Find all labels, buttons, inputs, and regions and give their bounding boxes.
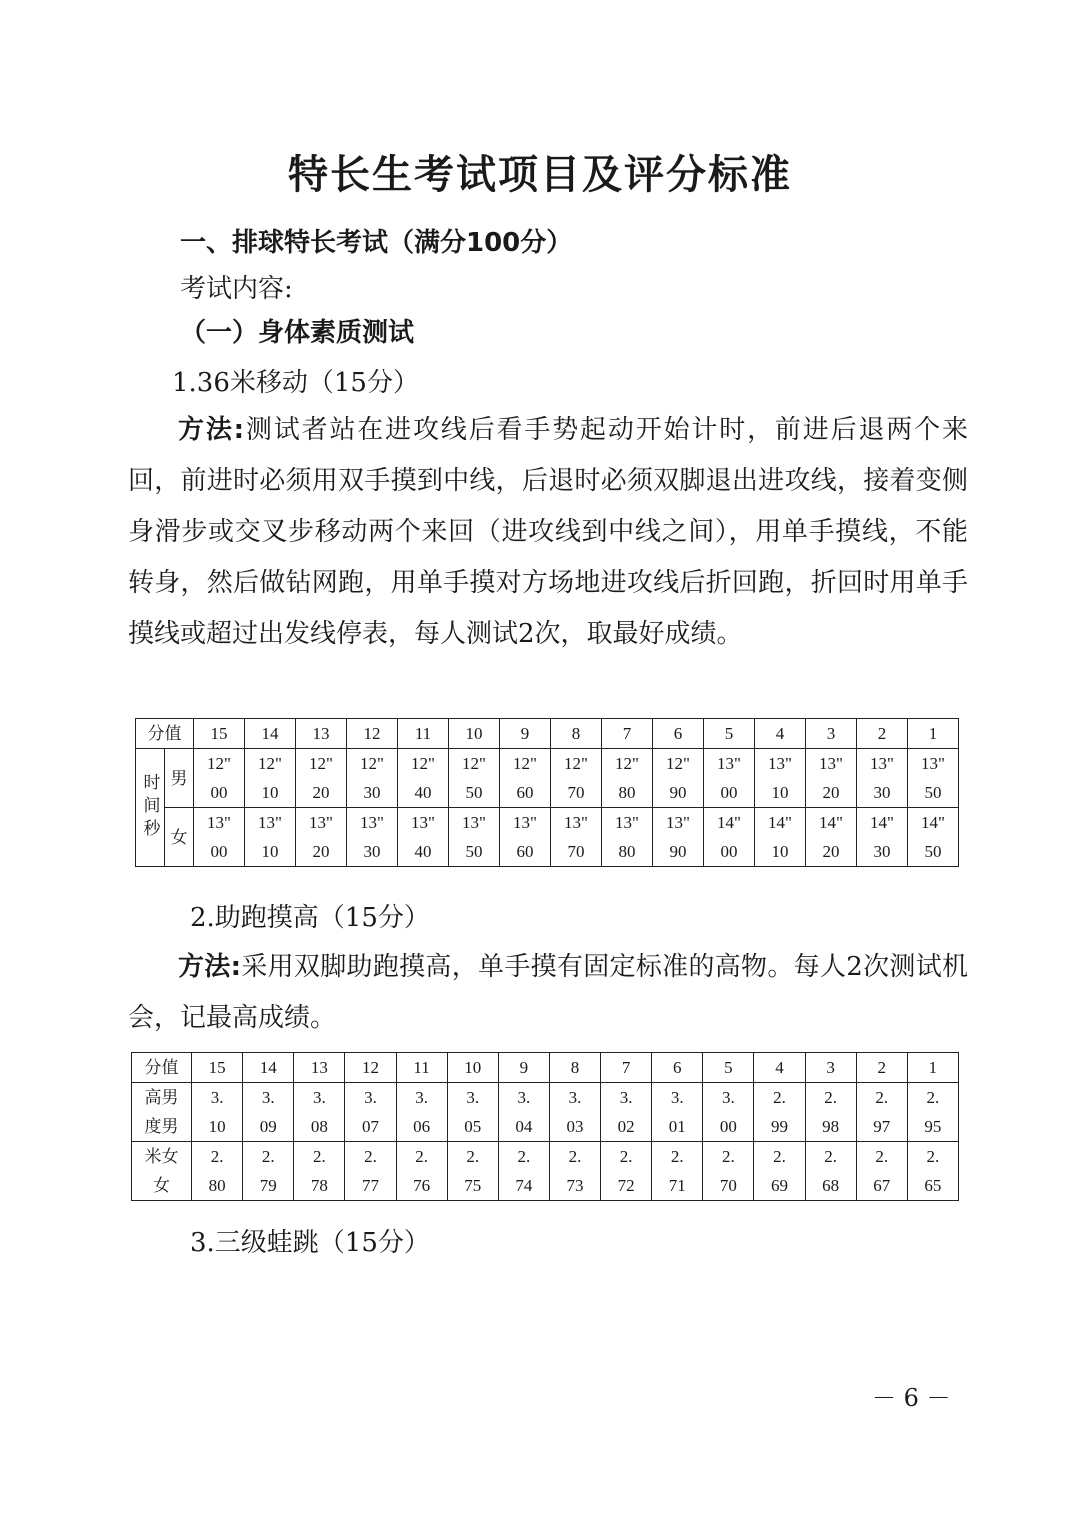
- table-row-scores: [132, 1053, 959, 1083]
- cell-line-2: 90: [669, 842, 687, 861]
- cell-line-1: 2.: [670, 1147, 684, 1166]
- male-height-cell: [396, 1083, 447, 1142]
- male-time-cell: [653, 749, 704, 808]
- score-cell: 7: [602, 719, 653, 749]
- female-time-cell: [551, 808, 602, 867]
- score-cell: 15: [194, 719, 245, 749]
- cell-line-2: 00: [210, 842, 228, 861]
- female-height-cell: [345, 1142, 396, 1201]
- score-cell: 4: [755, 719, 806, 749]
- cell-line-2: 65: [924, 1176, 942, 1195]
- cell-line-1: 14": [819, 813, 843, 832]
- cell-line-1: 2.: [466, 1147, 480, 1166]
- male-time-cell: [347, 749, 398, 808]
- label-line-2: 女: [153, 1176, 170, 1195]
- cell-line-1: 3.: [466, 1088, 480, 1107]
- score-cell: 10: [449, 719, 500, 749]
- female-height-cell: [754, 1142, 805, 1201]
- score-cell: 1: [908, 719, 959, 749]
- cell-line-2: 50: [924, 783, 942, 802]
- cell-line-1: 13": [819, 754, 843, 773]
- item1-title: 1.36米移动（15分）: [172, 368, 419, 398]
- cell-line-2: 02: [617, 1117, 635, 1136]
- cell-line-1: 2.: [926, 1088, 940, 1107]
- cell-line-2: 76: [413, 1176, 431, 1195]
- cell-line-1: 2.: [773, 1088, 786, 1107]
- score-cell: 3: [805, 1053, 856, 1083]
- score-cell: 8: [549, 1053, 600, 1083]
- cell-line-1: 3.: [312, 1088, 326, 1107]
- female-height-cell: [652, 1142, 703, 1201]
- section-heading-volleyball: 一、排球特长考试（满分100分）: [180, 228, 573, 258]
- male-time-cell: [194, 749, 245, 808]
- cell-line-2: 00: [210, 783, 228, 802]
- cell-line-1: 13": [513, 813, 537, 832]
- cell-line-2: 20: [822, 842, 840, 861]
- subsection-heading-physical-test: （一）身体素质测试: [180, 318, 415, 348]
- score-label-cell: 分值: [132, 1053, 192, 1083]
- cell-line-1: 12": [207, 754, 231, 773]
- male-height-cell: [907, 1083, 958, 1142]
- cell-line-2: 50: [924, 842, 942, 861]
- cell-line-1: 3.: [517, 1088, 531, 1107]
- female-height-cell: [805, 1142, 856, 1201]
- female-time-cell: [194, 808, 245, 867]
- cell-line-1: 3.: [568, 1088, 582, 1107]
- page-title: 特长生考试项目及评分标准: [288, 152, 792, 198]
- female-height-cell: [601, 1142, 652, 1201]
- female-time-cell: [857, 808, 908, 867]
- female-height-cell: [856, 1142, 907, 1201]
- cell-line-2: 04: [515, 1117, 533, 1136]
- cell-line-2: 75: [464, 1176, 482, 1195]
- cell-line-2: 70: [719, 1176, 737, 1195]
- cell-line-2: 60: [516, 842, 534, 861]
- male-height-cell: [498, 1083, 549, 1142]
- female-time-cell: [806, 808, 857, 867]
- cell-line-2: 71: [668, 1176, 686, 1195]
- cell-line-1: 2.: [210, 1147, 224, 1166]
- cell-line-1: 12": [513, 754, 537, 773]
- cell-line-1: 12": [360, 754, 384, 773]
- cell-line-1: 2.: [773, 1147, 786, 1166]
- cell-line-1: 2.: [824, 1147, 837, 1166]
- cell-line-1: 12": [462, 754, 486, 773]
- label-line-1: 高男: [144, 1088, 179, 1107]
- cell-line-2: 30: [363, 842, 381, 861]
- item2-method-text: 采用双脚助跑摸高，单手摸有固定标准的高物。每人2次测试机会，记最高成绩。: [128, 952, 969, 1033]
- cell-line-2: 80: [618, 783, 636, 802]
- male-time-cell: [755, 749, 806, 808]
- cell-line-2: 70: [567, 842, 585, 861]
- female-time-cell: [704, 808, 755, 867]
- cell-line-1: 12": [258, 754, 282, 773]
- label-line-1: 米女: [144, 1147, 179, 1166]
- cell-line-1: 13": [207, 813, 231, 832]
- item3-title: 3.三级蛙跳（15分）: [190, 1228, 430, 1258]
- cell-line-2: 00: [719, 1117, 737, 1136]
- score-cell: 10: [447, 1053, 498, 1083]
- cell-line-2: 10: [261, 783, 279, 802]
- cell-line-1: 14": [870, 813, 894, 832]
- female-time-cell: [245, 808, 296, 867]
- cell-line-1: 13": [615, 813, 639, 832]
- male-time-cell: [806, 749, 857, 808]
- cell-line-2: 78: [310, 1176, 328, 1195]
- cell-line-1: 3.: [364, 1088, 377, 1107]
- score-cell: 12: [347, 719, 398, 749]
- cell-line-2: 20: [312, 783, 330, 802]
- cell-line-2: 60: [516, 783, 534, 802]
- table-row-male: [132, 1083, 959, 1142]
- male-height-label: [132, 1083, 192, 1142]
- table-row-female: [132, 1142, 959, 1201]
- male-time-cell: [704, 749, 755, 808]
- male-height-cell: [754, 1083, 805, 1142]
- cell-line-2: 20: [822, 783, 840, 802]
- cell-line-2: 68: [822, 1176, 840, 1195]
- cell-line-1: 2.: [364, 1147, 377, 1166]
- cell-line-1: 14": [768, 813, 792, 832]
- cell-line-2: 00: [720, 783, 738, 802]
- cell-line-1: 2.: [926, 1147, 940, 1166]
- cell-line-1: 2.: [824, 1088, 837, 1107]
- cell-line-2: 98: [822, 1117, 840, 1136]
- cell-line-2: 70: [567, 783, 585, 802]
- female-time-cell: [653, 808, 704, 867]
- male-time-cell: [245, 749, 296, 808]
- table-run-touch-scores: [131, 1052, 959, 1201]
- cell-line-2: 67: [873, 1176, 891, 1195]
- female-height-cell: [243, 1142, 294, 1201]
- cell-line-2: 40: [414, 842, 432, 861]
- score-cell: 8: [551, 719, 602, 749]
- cell-line-1: 3.: [721, 1088, 735, 1107]
- table-36m-scores: [135, 718, 959, 867]
- score-cell: 5: [704, 719, 755, 749]
- cell-line-2: 30: [873, 783, 891, 802]
- male-height-cell: [549, 1083, 600, 1142]
- male-time-cell: [449, 749, 500, 808]
- cell-line-2: 80: [618, 842, 636, 861]
- female-height-cell: [703, 1142, 754, 1201]
- cell-line-1: 13": [360, 813, 384, 832]
- cell-line-1: 12": [615, 754, 639, 773]
- male-time-cell: [551, 749, 602, 808]
- cell-line-2: 95: [924, 1117, 942, 1136]
- cell-line-2: 73: [566, 1176, 584, 1195]
- male-time-cell: [857, 749, 908, 808]
- cell-line-2: 09: [259, 1117, 277, 1136]
- cell-line-2: 10: [261, 842, 279, 861]
- female-height-cell: [192, 1142, 243, 1201]
- score-cell: 14: [245, 719, 296, 749]
- score-cell: 12: [345, 1053, 396, 1083]
- male-height-cell: [805, 1083, 856, 1142]
- cell-line-2: 74: [515, 1176, 533, 1195]
- cell-line-1: 12": [564, 754, 588, 773]
- cell-line-1: 13": [717, 754, 741, 773]
- score-cell: 14: [243, 1053, 294, 1083]
- score-cell: 15: [192, 1053, 243, 1083]
- cell-line-2: 20: [312, 842, 330, 861]
- male-height-cell: [345, 1083, 396, 1142]
- score-cell: 5: [703, 1053, 754, 1083]
- score-cell: 2: [856, 1053, 907, 1083]
- cell-line-2: 50: [465, 842, 483, 861]
- cell-line-2: 80: [208, 1176, 226, 1195]
- cell-line-2: 97: [873, 1117, 891, 1136]
- cell-line-1: 2.: [517, 1147, 531, 1166]
- cell-line-1: 2.: [312, 1147, 326, 1166]
- score-cell: 4: [754, 1053, 805, 1083]
- cell-line-2: 77: [361, 1176, 379, 1195]
- content-label: 考试内容:: [180, 274, 293, 304]
- cell-line-2: 08: [310, 1117, 328, 1136]
- score-cell: 13: [296, 719, 347, 749]
- item1-method-text: 测试者站在进攻线后看手势起动开始计时，前进后退两个来回，前进时必须用双手摸到中线，后退时必须双脚退出进攻线，接着变侧身滑步或交叉步移动两个来回（进攻线到中线之间），用单手摸线，不能转身，然后做钻网跑，用单手摸对方场地进攻线后折回跑，折回时用单手摸线或超过出发线停表，每人测试2次，取最好成绩。: [128, 415, 968, 649]
- score-cell: 7: [601, 1053, 652, 1083]
- cell-line-2: 99: [770, 1117, 788, 1136]
- female-height-cell: [396, 1142, 447, 1201]
- cell-line-2: 69: [770, 1176, 788, 1195]
- cell-line-1: 13": [870, 754, 894, 773]
- label-line-2: 度男: [144, 1117, 179, 1136]
- score-cell: 11: [398, 719, 449, 749]
- cell-line-1: 13": [258, 813, 282, 832]
- female-height-cell: [549, 1142, 600, 1201]
- score-cell: 9: [500, 719, 551, 749]
- female-height-cell: [907, 1142, 958, 1201]
- row-group-label: 时间秒: [136, 749, 165, 867]
- male-time-cell: [908, 749, 959, 808]
- female-time-cell: [449, 808, 500, 867]
- female-time-cell: [500, 808, 551, 867]
- cell-line-2: 10: [771, 783, 789, 802]
- male-height-cell: [703, 1083, 754, 1142]
- cell-line-2: 01: [668, 1117, 686, 1136]
- item1-method: [128, 405, 968, 660]
- cell-line-1: 2.: [875, 1088, 889, 1107]
- male-height-cell: [192, 1083, 243, 1142]
- female-time-cell: [602, 808, 653, 867]
- cell-line-1: 3.: [619, 1088, 633, 1107]
- cell-line-2: 07: [361, 1117, 379, 1136]
- table-row-scores: [136, 719, 959, 749]
- cell-line-1: 13": [411, 813, 435, 832]
- female-height-cell: [294, 1142, 345, 1201]
- cell-line-2: 03: [566, 1117, 584, 1136]
- cell-line-1: 2.: [261, 1147, 275, 1166]
- male-label: 男: [165, 749, 194, 808]
- cell-line-1: 14": [717, 813, 741, 832]
- cell-line-1: 12": [666, 754, 690, 773]
- female-height-cell: [498, 1142, 549, 1201]
- male-height-cell: [243, 1083, 294, 1142]
- male-time-cell: [398, 749, 449, 808]
- male-time-cell: [500, 749, 551, 808]
- cell-line-1: 2.: [568, 1147, 582, 1166]
- cell-line-1: 13": [309, 813, 333, 832]
- item2-method: [128, 942, 968, 1044]
- cell-line-2: 06: [413, 1117, 431, 1136]
- male-time-cell: [602, 749, 653, 808]
- cell-line-1: 12": [309, 754, 333, 773]
- item1-method-label: 方法:: [178, 415, 245, 445]
- cell-line-2: 79: [259, 1176, 277, 1195]
- cell-line-2: 10: [771, 842, 789, 861]
- female-label: 女: [165, 808, 194, 867]
- score-cell: 6: [653, 719, 704, 749]
- cell-line-1: 2.: [619, 1147, 633, 1166]
- male-height-cell: [652, 1083, 703, 1142]
- score-cell: 9: [498, 1053, 549, 1083]
- table-row-male: [136, 749, 959, 808]
- cell-line-2: 72: [617, 1176, 635, 1195]
- female-height-cell: [447, 1142, 498, 1201]
- female-time-cell: [296, 808, 347, 867]
- cell-line-2: 30: [873, 842, 891, 861]
- score-cell: 13: [294, 1053, 345, 1083]
- cell-line-2: 40: [414, 783, 432, 802]
- score-cell: 2: [857, 719, 908, 749]
- cell-line-2: 50: [465, 783, 483, 802]
- score-cell: 1: [907, 1053, 958, 1083]
- cell-line-1: 2.: [875, 1147, 889, 1166]
- cell-line-1: 13": [462, 813, 486, 832]
- cell-line-1: 3.: [261, 1088, 275, 1107]
- female-time-cell: [908, 808, 959, 867]
- cell-line-1: 13": [921, 754, 945, 773]
- score-cell: 6: [652, 1053, 703, 1083]
- cell-line-1: 3.: [415, 1088, 428, 1107]
- cell-line-1: 13": [768, 754, 792, 773]
- cell-line-1: 14": [921, 813, 945, 832]
- male-height-cell: [294, 1083, 345, 1142]
- cell-line-2: 05: [464, 1117, 482, 1136]
- item2-title: 2.助跑摸高（15分）: [190, 903, 430, 933]
- female-height-label: [132, 1142, 192, 1201]
- male-height-cell: [856, 1083, 907, 1142]
- cell-line-1: 12": [411, 754, 435, 773]
- score-cell: 11: [396, 1053, 447, 1083]
- cell-line-1: 2.: [415, 1147, 428, 1166]
- page-number: － 6 －: [872, 1384, 951, 1412]
- female-time-cell: [398, 808, 449, 867]
- table-row-female: [136, 808, 959, 867]
- item2-method-label: 方法:: [178, 952, 242, 982]
- female-time-cell: [755, 808, 806, 867]
- cell-line-2: 10: [208, 1117, 226, 1136]
- score-cell: 3: [806, 719, 857, 749]
- male-height-cell: [447, 1083, 498, 1142]
- cell-line-1: 13": [666, 813, 690, 832]
- cell-line-1: 2.: [721, 1147, 735, 1166]
- cell-line-1: 3.: [670, 1088, 684, 1107]
- female-time-cell: [347, 808, 398, 867]
- cell-line-2: 00: [720, 842, 738, 861]
- male-time-cell: [296, 749, 347, 808]
- cell-line-2: 30: [363, 783, 381, 802]
- cell-line-1: 3.: [210, 1088, 224, 1107]
- cell-line-1: 13": [564, 813, 588, 832]
- male-height-cell: [601, 1083, 652, 1142]
- cell-line-2: 90: [669, 783, 687, 802]
- score-label-cell: 分值: [136, 719, 194, 749]
